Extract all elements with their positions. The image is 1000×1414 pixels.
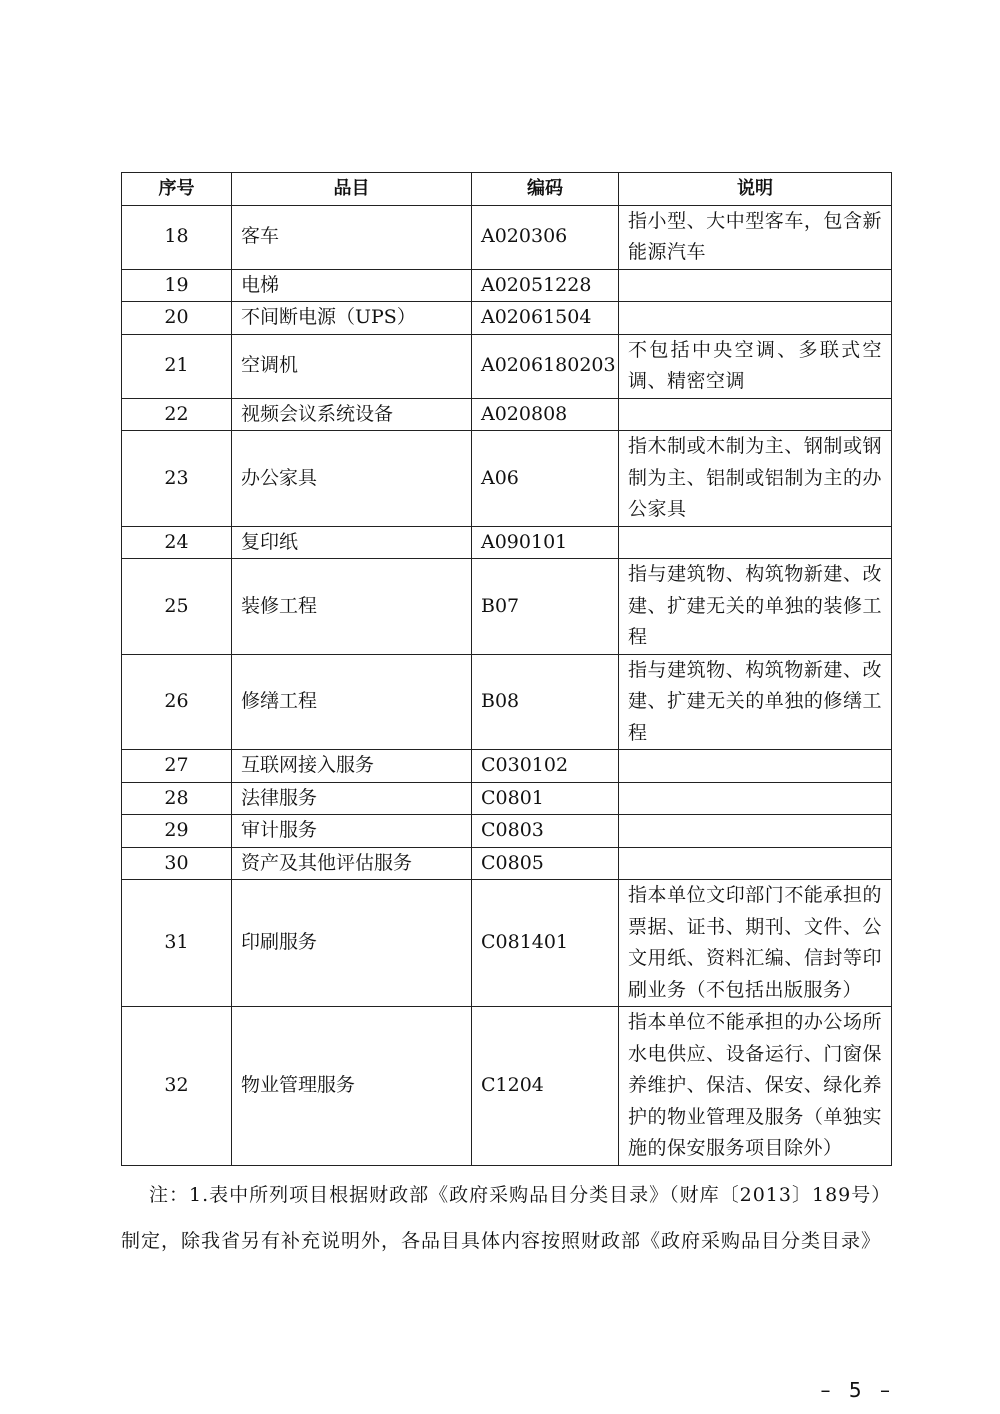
cell-serial-number: 31	[122, 880, 232, 1007]
cell-item-description	[619, 815, 892, 848]
page-number: – 5 –	[820, 1378, 896, 1402]
cell-serial-number: 26	[122, 654, 232, 750]
cell-item-description	[619, 847, 892, 880]
cell-item-code: A090101	[472, 526, 619, 559]
footnote-line-1: 注：1.表中所列项目根据财政部《政府采购品目分类目录》（财库〔2013〕189号）	[149, 1184, 892, 1206]
cell-serial-number: 30	[122, 847, 232, 880]
cell-serial-number: 25	[122, 559, 232, 655]
cell-serial-number: 29	[122, 815, 232, 848]
cell-item-code: A020808	[472, 398, 619, 431]
cell-item-name: 物业管理服务	[232, 1007, 472, 1166]
cell-item-name: 电梯	[232, 269, 472, 302]
cell-item-code: C0805	[472, 847, 619, 880]
cell-item-code: A0206180203	[472, 334, 619, 398]
cell-item-code: C0803	[472, 815, 619, 848]
cell-item-name: 法律服务	[232, 782, 472, 815]
cell-serial-number: 20	[122, 302, 232, 335]
cell-item-code: C030102	[472, 750, 619, 783]
table-body	[122, 205, 892, 1165]
cell-serial-number: 32	[122, 1007, 232, 1166]
cell-serial-number: 22	[122, 398, 232, 431]
cell-serial-number: 23	[122, 431, 232, 527]
cell-item-description	[619, 302, 892, 335]
cell-item-name: 办公家具	[232, 431, 472, 527]
cell-item-name: 审计服务	[232, 815, 472, 848]
cell-item-code: A020306	[472, 205, 619, 269]
table-row	[122, 880, 892, 1007]
cell-item-description: 不包括中央空调、多联式空调、精密空调	[619, 334, 892, 398]
table-row	[122, 302, 892, 335]
cell-serial-number: 27	[122, 750, 232, 783]
cell-item-name: 客车	[232, 205, 472, 269]
cell-item-description: 指木制或木制为主、钢制或钢制为主、铝制或铝制为主的办公家具	[619, 431, 892, 527]
table-row	[122, 269, 892, 302]
cell-item-description	[619, 526, 892, 559]
table-row	[122, 847, 892, 880]
cell-item-name: 修缮工程	[232, 654, 472, 750]
cell-item-code: C081401	[472, 880, 619, 1007]
cell-serial-number: 21	[122, 334, 232, 398]
cell-item-code: B07	[472, 559, 619, 655]
cell-item-code: C0801	[472, 782, 619, 815]
cell-item-description: 指本单位文印部门不能承担的票据、证书、期刊、文件、公文用纸、资料汇编、信封等印刷业务（不包括出版服务）	[619, 880, 892, 1007]
cell-item-description	[619, 398, 892, 431]
table-row	[122, 398, 892, 431]
cell-item-name: 视频会议系统设备	[232, 398, 472, 431]
cell-item-description: 指与建筑物、构筑物新建、改建、扩建无关的单独的装修工程	[619, 559, 892, 655]
cell-item-description	[619, 750, 892, 783]
cell-item-description	[619, 269, 892, 302]
table-row	[122, 1007, 892, 1166]
header-item: 品目	[232, 173, 472, 206]
cell-item-description	[619, 782, 892, 815]
cell-item-name: 复印纸	[232, 526, 472, 559]
table-header-row	[122, 173, 892, 206]
cell-item-name: 资产及其他评估服务	[232, 847, 472, 880]
header-description: 说明	[619, 173, 892, 206]
cell-item-name: 空调机	[232, 334, 472, 398]
cell-serial-number: 24	[122, 526, 232, 559]
table-row	[122, 750, 892, 783]
cell-item-code: C1204	[472, 1007, 619, 1166]
cell-serial-number: 19	[122, 269, 232, 302]
table-row	[122, 205, 892, 269]
footnote-line-2: 制定，除我省另有补充说明外，各品目具体内容按照财政部《政府采购品目分类目录》	[121, 1230, 882, 1252]
cell-item-name: 装修工程	[232, 559, 472, 655]
cell-item-code: B08	[472, 654, 619, 750]
cell-item-name: 不间断电源（UPS）	[232, 302, 472, 335]
table-row	[122, 334, 892, 398]
table-row	[122, 526, 892, 559]
cell-item-code: A02061504	[472, 302, 619, 335]
header-code: 编码	[472, 173, 619, 206]
cell-item-name: 印刷服务	[232, 880, 472, 1007]
cell-serial-number: 18	[122, 205, 232, 269]
cell-item-code: A02051228	[472, 269, 619, 302]
header-serial-number: 序号	[122, 173, 232, 206]
cell-item-name: 互联网接入服务	[232, 750, 472, 783]
table-row	[122, 559, 892, 655]
cell-item-code: A06	[472, 431, 619, 527]
cell-item-description: 指与建筑物、构筑物新建、改建、扩建无关的单独的修缮工程	[619, 654, 892, 750]
table-row	[122, 654, 892, 750]
table-row	[122, 815, 892, 848]
cell-serial-number: 28	[122, 782, 232, 815]
table-row	[122, 782, 892, 815]
cell-item-description: 指小型、大中型客车，包含新能源汽车	[619, 205, 892, 269]
table-row	[122, 431, 892, 527]
cell-item-description: 指本单位不能承担的办公场所水电供应、设备运行、门窗保养维护、保洁、保安、绿化养护的物业管理及服务（单独实施的保安服务项目除外）	[619, 1007, 892, 1166]
procurement-items-table	[121, 172, 892, 1166]
